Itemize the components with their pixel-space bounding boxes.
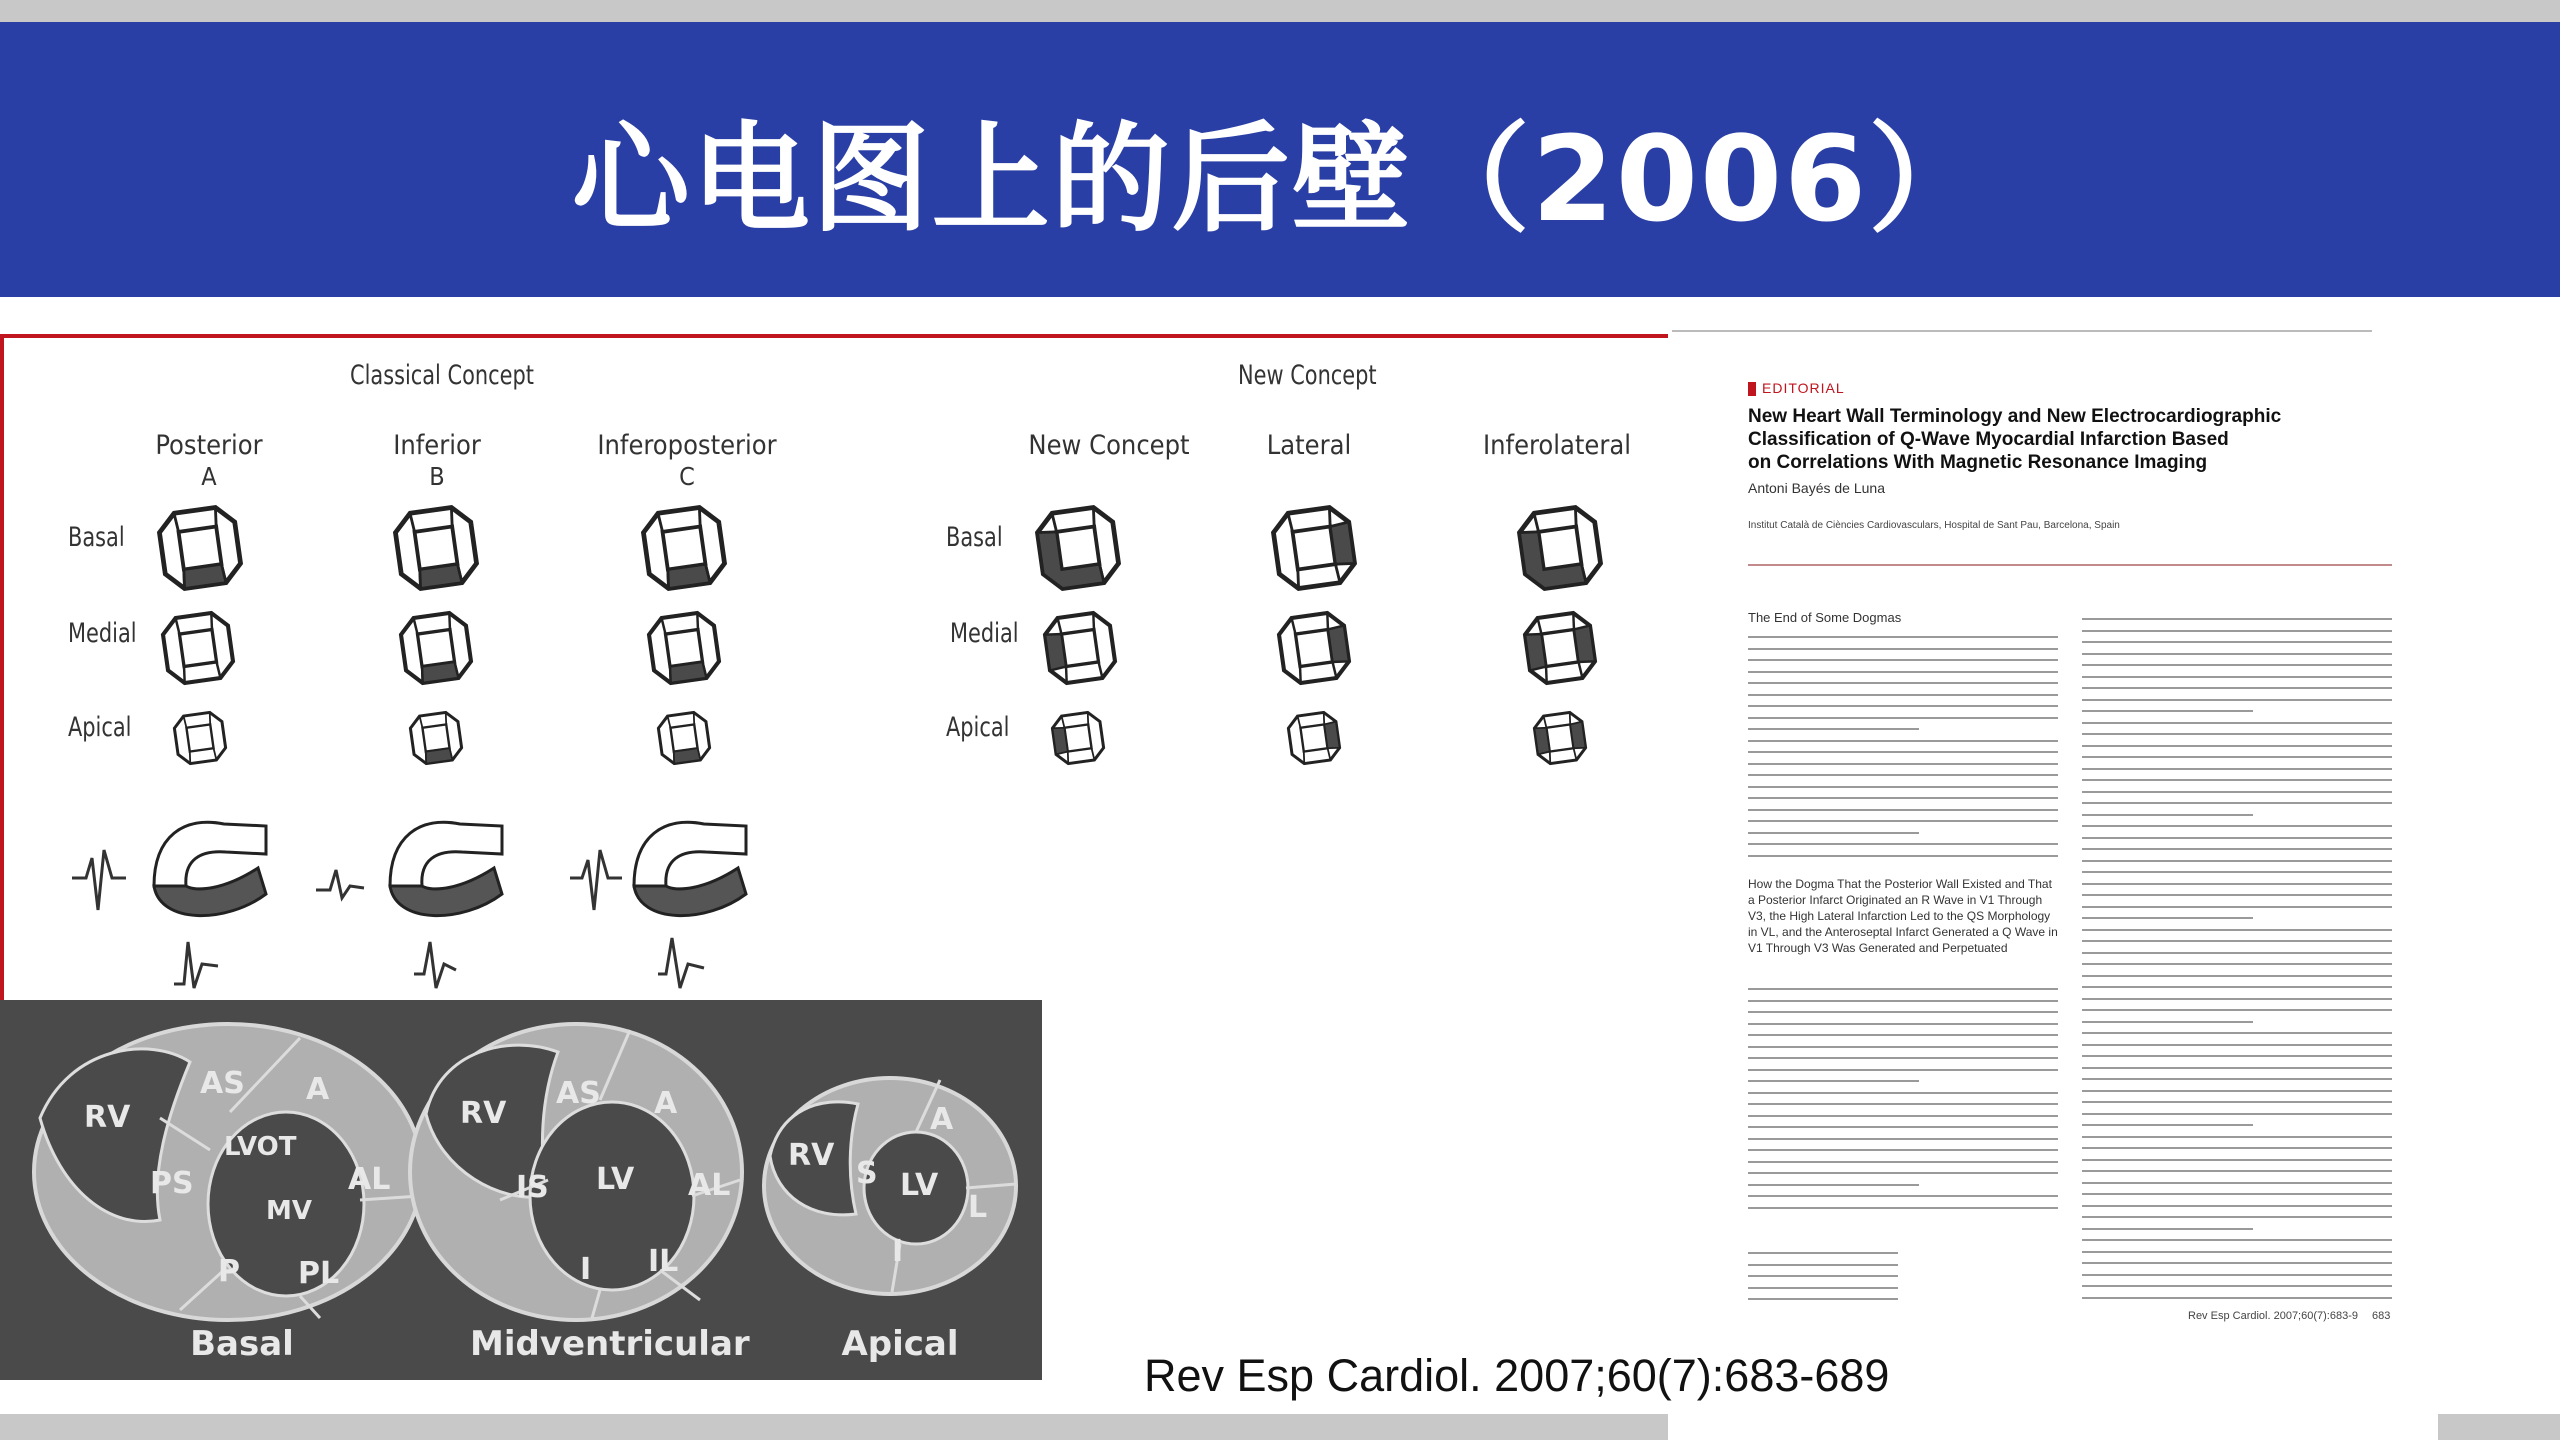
article-affiliation: Institut Català de Ciències Cardiovasculars, Hospital de Sant Pau, Barcelona, Spain [1748,520,2120,531]
text-line [1748,1161,2058,1163]
text-line [1748,820,2058,822]
text-line [2082,1193,2392,1195]
text-line [2082,1262,2392,1264]
article-section: EDITORIAL [1762,380,1845,396]
column-letter-b: B [429,462,445,491]
text-line [2082,1182,2392,1184]
text-line [2082,710,2253,712]
text-line [2082,975,2392,977]
column-inferior: Inferior [393,430,481,461]
text-line [1748,1011,2058,1013]
mid-label-as: AS [556,1076,601,1111]
text-line [2082,768,2392,770]
text-line [2082,1113,2392,1115]
mid-label-a: A [654,1086,678,1121]
column-letter-a: A [201,462,217,491]
text-line [1748,855,2058,857]
row-label-basal: Basal [68,522,125,553]
text-line [2082,1067,2392,1069]
basal-label-lvot: LVOT [224,1132,297,1162]
text-line [2082,848,2392,850]
text-line [2082,1078,2392,1080]
row-label-apical: Apical [68,712,132,743]
text-line [1748,1103,2058,1105]
text-line [2082,733,2392,735]
column-inferoposterior: Inferoposterior [597,430,777,461]
text-line [1748,1080,1919,1082]
article-page-number: 683 [2372,1310,2391,1322]
article-page [1672,330,2438,1414]
text-line [1748,1023,2058,1025]
text-line [2082,860,2392,862]
mid-label-il: IL [648,1244,679,1279]
text-line [2082,1297,2392,1299]
text-line [2082,756,2392,758]
text-line [1748,694,2058,696]
basal-label-a: A [306,1072,330,1107]
slide-title: 心电图上的后壁（2006） [571,110,1989,248]
column-letter-c: C [679,462,695,491]
apical-label-s: S [856,1156,878,1191]
article-footer: Rev Esp Cardiol. 2007;60(7):683-9 [2188,1310,2358,1322]
text-line [1748,786,2058,788]
text-line [2082,1044,2392,1046]
mid-label-lv: LV [596,1162,635,1197]
text-line [1748,636,2058,638]
article-title-line-3: on Correlations With Magnetic Resonance Imaging [1748,452,2208,473]
text-line [2082,986,2392,988]
text-line [2082,814,2253,816]
column-posterior: Posterior [155,430,263,461]
apical-label-lv: LV [900,1168,939,1203]
apical-label-rv: RV [788,1138,835,1173]
text-line [1748,1264,1898,1266]
text-line [2082,1136,2392,1138]
text-line [1748,1195,2058,1197]
text-line [2082,1285,2392,1287]
mid-label-i: I [580,1252,592,1287]
text-line [1748,1034,2058,1036]
article-heading-2: How the Dogma That the Posterior Wall Existed and That a Posterior Infarct Originated an R Wave in V1 Through V3, the High Lateral Infarction Led to the QS Morphology in VL, and the Anteroseptal Infarct Generated a Q Wave in V1 Through V3 Was Generated and Perpetuated [1748,877,2058,955]
basal-label-pl: PL [298,1256,340,1291]
text-line [1748,648,2058,650]
text-line [1748,1172,2058,1174]
article-author: Antoni Bayés de Luna [1748,480,1885,496]
article-heading-1: The End of Some Dogmas [1748,610,1902,625]
text-line [2082,1251,2392,1253]
classical-concept-header: Classical Concept [350,360,534,391]
text-line [1748,1252,1898,1254]
text-line [1748,763,2058,765]
text-line [2082,1205,2392,1207]
text-line [2082,871,2392,873]
text-line [2082,929,2392,931]
column-lateral: Lateral [1266,430,1352,461]
text-line [1748,1092,2058,1094]
basal-label-p: P [218,1254,240,1289]
text-line [1748,728,1919,730]
column-new-concept: New Concept [1028,430,1190,461]
heart-wall-diagrams [4,338,1668,1024]
text-line [2082,745,2392,747]
text-line [1748,1207,2058,1209]
slice-title-midventricular: Midventricular [470,1324,750,1364]
text-line [2082,837,2392,839]
text-line [2082,653,2392,655]
text-line [1748,1000,2058,1002]
article-title-line-2: Classification of Q-Wave Myocardial Infarction Based [1748,429,2229,450]
mid-label-is: IS [516,1170,549,1205]
text-line [2082,1101,2392,1103]
row-label-basal-new: Basal [946,522,1003,553]
text-line [1748,671,2058,673]
text-line [1748,717,2058,719]
text-line [1748,1057,2058,1059]
row-label-apical-new: Apical [946,712,1010,743]
apical-label-i: I [892,1234,904,1269]
basal-label-al: AL [348,1162,391,1197]
top-strip [0,0,2560,22]
text-line [1748,1115,2058,1117]
text-line [2082,1274,2392,1276]
mid-label-rv: RV [460,1096,507,1131]
text-line [1748,1275,1898,1277]
text-line [2082,1170,2392,1172]
text-line [2082,791,2392,793]
text-line [1748,1138,2058,1140]
basal-label-mv: MV [266,1196,312,1226]
text-line [2082,1228,2253,1230]
text-line [2082,917,2253,919]
text-line [1748,1184,1919,1186]
text-line [2082,1147,2392,1149]
text-line [2082,906,2392,908]
slice-title-apical: Apical [841,1324,959,1364]
article-header-rule [1748,564,2392,566]
text-line [1748,988,2058,990]
citation: Rev Esp Cardiol. 2007;60(7):683-689 [1144,1350,1890,1401]
new-concept-header: New Concept [1238,360,1377,391]
text-line [2082,1021,2253,1023]
text-line [2082,1239,2392,1241]
text-line [2082,1216,2392,1218]
column-inferolateral: Inferolateral [1482,430,1631,461]
text-line [2082,1032,2392,1034]
text-line [2082,940,2392,942]
text-line [2082,630,2392,632]
text-line [1748,751,2058,753]
text-line [2082,963,2392,965]
text-line [2082,687,2392,689]
text-line [1748,774,2058,776]
row-label-medial-new: Medial [950,618,1019,649]
text-line [1748,1126,2058,1128]
basal-label-rv: RV [84,1100,131,1135]
text-line [1748,1298,1898,1300]
article-title-line-1: New Heart Wall Terminology and New Electrocardiographic [1748,406,2282,427]
text-line [1748,1149,2058,1151]
basal-label-ps: PS [150,1166,194,1201]
title-banner [0,22,2560,297]
text-line [1748,1287,1898,1289]
text-line [1748,843,2058,845]
text-line [2082,883,2392,885]
text-line [2082,1159,2392,1161]
text-line [1748,740,2058,742]
mid-label-al: AL [688,1168,731,1203]
text-line [2082,699,2392,701]
text-line [2082,894,2392,896]
text-line [2082,676,2392,678]
text-line [2082,998,2392,1000]
text-line [2082,618,2392,620]
text-line [2082,664,2392,666]
slice-title-basal: Basal [190,1324,294,1364]
concept-figure [0,334,1668,1024]
text-line [1748,797,2058,799]
text-line [2082,1090,2392,1092]
text-line [2082,825,2392,827]
text-line [2082,802,2392,804]
text-line [2082,779,2392,781]
article-top-rule [1672,330,2372,332]
text-line [1748,1069,2058,1071]
text-line [1748,659,2058,661]
text-line [2082,1055,2392,1057]
section-marker [1748,382,1756,396]
text-line [1748,682,2058,684]
text-line [1748,705,2058,707]
text-line [2082,641,2392,643]
apical-label-l: L [968,1190,988,1225]
text-line [2082,952,2392,954]
row-label-medial: Medial [68,618,137,649]
text-line [2082,1124,2253,1126]
basal-label-as: AS [200,1066,245,1101]
text-line [2082,722,2392,724]
text-line [1748,809,2058,811]
apical-label-a: A [930,1102,954,1137]
bottom-strip [0,1414,2560,1440]
short-axis-slices [0,1000,1042,1380]
text-line [1748,1046,2058,1048]
text-line [2082,1009,2392,1011]
text-line [1748,832,1919,834]
